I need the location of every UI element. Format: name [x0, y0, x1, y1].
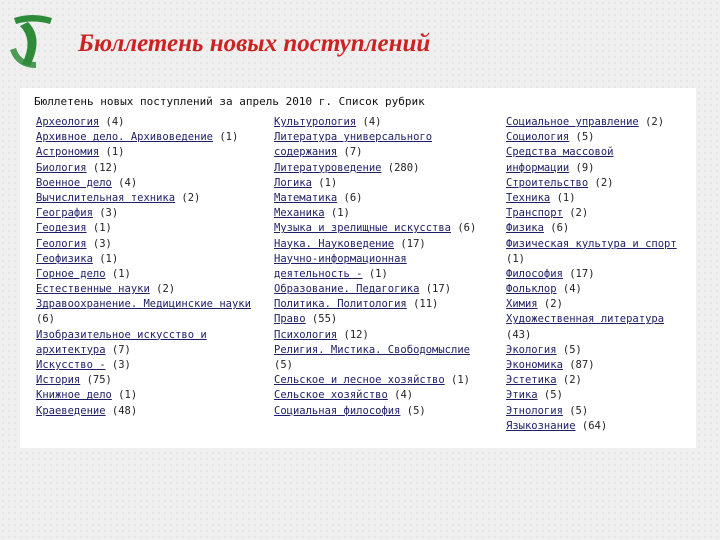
rubric-item[interactable]: [36, 176, 276, 191]
rubric-item[interactable]: [506, 221, 696, 236]
rubric-item[interactable]: [274, 237, 504, 252]
rubric-item[interactable]: [36, 312, 276, 327]
rubric-item[interactable]: [506, 237, 696, 252]
rubric-link[interactable]: Горное дело: [36, 267, 106, 280]
rubric-link[interactable]: Краеведение: [36, 404, 106, 417]
rubric-link[interactable]: Социология: [506, 131, 570, 144]
rubric-count: (17): [562, 267, 595, 280]
rubric-link[interactable]: Наука. Науковедение: [274, 237, 395, 250]
rubric-item[interactable]: [506, 145, 696, 160]
rubric-count: (5): [569, 131, 595, 144]
rubric-link[interactable]: История: [36, 374, 81, 387]
rubric-item[interactable]: [274, 130, 504, 145]
rubric-link[interactable]: Строительство: [506, 176, 589, 189]
rubric-count: (1): [444, 374, 470, 387]
rubric-link[interactable]: Археология: [36, 116, 100, 128]
rubric-link[interactable]: Химия: [506, 298, 538, 311]
rubric-item[interactable]: [36, 130, 276, 145]
rubric-count: (2): [562, 207, 589, 220]
rubric-link[interactable]: Этика: [506, 389, 538, 402]
rubric-item[interactable]: [36, 343, 276, 358]
rubric-count: (6): [36, 313, 55, 326]
rubric-count: (17): [394, 237, 426, 250]
rubric-count: (1): [324, 207, 350, 220]
rubric-link[interactable]: Этнология: [506, 404, 563, 417]
rubric-count: (1): [506, 252, 525, 265]
rubric-link[interactable]: Физика: [506, 222, 544, 235]
rubric-item[interactable]: [506, 328, 696, 343]
rubric-count: (1): [362, 267, 388, 280]
rubric-link[interactable]: содержания: [274, 146, 338, 159]
rubric-item[interactable]: [274, 221, 504, 236]
rubric-link[interactable]: Фольклор: [506, 283, 557, 296]
rubric-item[interactable]: [36, 358, 276, 373]
rubric-link[interactable]: Сельское хозяйство: [274, 389, 388, 402]
rubric-link[interactable]: Транспорт: [506, 207, 563, 220]
rubric-item[interactable]: [506, 252, 696, 267]
rubric-link[interactable]: Логика: [274, 176, 312, 189]
rubric-link[interactable]: Философия: [506, 267, 563, 280]
rubric-link[interactable]: Литература универсального: [274, 131, 433, 144]
rubric-item[interactable]: [36, 252, 276, 267]
rubric-link[interactable]: Право: [274, 313, 306, 326]
rubric-link[interactable]: Социальное управление: [506, 116, 639, 128]
rubric-link[interactable]: архитектура: [36, 343, 106, 356]
rubric-count: (4): [387, 389, 414, 402]
rubric-item[interactable]: [506, 130, 696, 145]
rubric-item[interactable]: [36, 145, 276, 160]
rubric-item[interactable]: [506, 388, 696, 403]
rubric-link[interactable]: Механика: [274, 207, 325, 220]
rubric-link[interactable]: Научно-информационная: [274, 252, 407, 265]
rubric-item[interactable]: [506, 373, 696, 388]
rubric-link[interactable]: Языкознание: [506, 419, 576, 432]
rubric-count: (4): [556, 283, 582, 296]
rubric-link[interactable]: деятельность -: [274, 267, 363, 280]
rubric-item[interactable]: [274, 252, 504, 267]
rubric-link[interactable]: Геофизика: [36, 252, 93, 265]
rubric-count: (55): [305, 313, 338, 326]
rubric-column-1: [36, 115, 276, 419]
rubric-count: (6): [337, 191, 363, 204]
rubric-link[interactable]: Здравоохранение. Медицинские науки: [36, 298, 251, 311]
rubric-count: (2): [588, 176, 614, 189]
rubric-count: (5): [537, 389, 563, 402]
rubric-count: (4): [111, 176, 138, 189]
rubric-item[interactable]: [506, 206, 696, 221]
rubric-link[interactable]: Архивное дело. Архивоведение: [36, 131, 214, 144]
rubric-item[interactable]: [36, 297, 276, 312]
rubric-count: (280): [381, 161, 420, 174]
rubric-item[interactable]: [274, 404, 504, 419]
rubric-count: (1): [111, 389, 138, 402]
rubric-count: (4): [99, 116, 125, 128]
rubric-link[interactable]: Геодезия: [36, 222, 87, 235]
rubric-link[interactable]: Экология: [506, 343, 557, 356]
page-title: Бюллетень новых поступлений: [78, 30, 431, 57]
rubric-item[interactable]: [506, 191, 696, 206]
rubric-count: (9): [569, 161, 595, 174]
rubric-item[interactable]: [506, 419, 696, 434]
rubric-link[interactable]: Физическая культура и спорт: [506, 237, 677, 250]
rubric-count: (1): [86, 222, 112, 235]
rubric-item[interactable]: [274, 206, 504, 221]
rubric-link[interactable]: Литературоведение: [274, 161, 382, 174]
rubric-link[interactable]: Средства массовой: [506, 146, 614, 159]
rubric-link[interactable]: Биология: [36, 161, 87, 174]
rubric-count: (12): [337, 328, 369, 341]
rubric-count: (87): [562, 359, 595, 371]
rubric-count: (7): [105, 343, 131, 356]
rubric-link[interactable]: Образование. Педагогика: [274, 283, 420, 296]
rubric-item[interactable]: [36, 115, 276, 130]
rubric-count: (5): [562, 404, 589, 417]
rubric-link[interactable]: Книжное дело: [36, 389, 112, 402]
rubric-column-3: [506, 115, 696, 434]
rubric-link[interactable]: Социальная философия: [274, 404, 401, 417]
rubric-link[interactable]: Музыка и зрелищные искусства: [274, 222, 452, 235]
list-heading: Бюллетень новых поступлений за апрель 2010 г. Список рубрик: [34, 95, 425, 108]
rubric-count: (7): [337, 146, 363, 159]
rubric-item[interactable]: [506, 297, 696, 312]
rubric-count: (2): [537, 298, 563, 311]
rubric-count: (3): [105, 359, 131, 371]
rubric-count: (1): [550, 191, 576, 204]
rubric-link[interactable]: Художественная литература: [506, 313, 665, 326]
rubric-count: (64): [575, 419, 608, 432]
rubric-item[interactable]: [36, 388, 276, 403]
rubric-item[interactable]: [274, 191, 504, 206]
rubric-item[interactable]: [36, 237, 276, 252]
rubric-count: (6): [451, 222, 477, 235]
rubric-item[interactable]: [506, 343, 696, 358]
rubric-link[interactable]: Культурология: [274, 116, 357, 128]
rubric-link[interactable]: Техника: [506, 191, 551, 204]
rubric-link[interactable]: Геология: [36, 237, 87, 250]
rubric-count: (2): [175, 191, 201, 204]
rubric-count: (2): [149, 283, 176, 296]
rubric-item[interactable]: [36, 373, 276, 388]
rubric-count: (4): [356, 116, 382, 128]
rubric-count: (2): [638, 116, 665, 128]
rubric-item[interactable]: [274, 297, 504, 312]
rubric-item[interactable]: [506, 404, 696, 419]
rubric-count: (1): [92, 252, 119, 265]
rubric-count: (3): [86, 237, 112, 250]
rubric-count: (12): [86, 161, 119, 174]
rubric-item[interactable]: [506, 176, 696, 191]
rubric-item[interactable]: [506, 282, 696, 297]
rubric-item[interactable]: [274, 145, 504, 160]
rubric-count: (6): [543, 222, 570, 235]
rubric-item[interactable]: [36, 267, 276, 282]
rubric-count: (1): [311, 176, 338, 189]
rubric-item[interactable]: [274, 161, 504, 176]
rubric-link[interactable]: Искусство -: [36, 359, 106, 371]
rubric-link[interactable]: Математика: [274, 191, 338, 204]
rubric-item[interactable]: [506, 358, 696, 373]
rubric-link[interactable]: Психология: [274, 328, 338, 341]
rubric-item[interactable]: [274, 312, 504, 327]
rubric-item[interactable]: [274, 343, 504, 358]
rubric-item[interactable]: [506, 267, 696, 282]
rubric-count: (5): [556, 343, 582, 356]
rubric-item[interactable]: [274, 176, 504, 191]
rubric-item[interactable]: [274, 358, 504, 373]
rubric-item[interactable]: [36, 221, 276, 236]
rubric-link[interactable]: Естественные науки: [36, 283, 150, 296]
rubric-item[interactable]: [274, 328, 504, 343]
rubric-count: (17): [419, 283, 452, 296]
rubric-count: (11): [406, 298, 439, 311]
rubric-item[interactable]: [274, 388, 504, 403]
rubric-link[interactable]: Экономика: [506, 359, 563, 371]
rubric-count: (1): [213, 131, 239, 144]
rubric-item[interactable]: [506, 312, 696, 327]
rubric-count: (1): [99, 146, 125, 159]
rubric-item[interactable]: [506, 161, 696, 176]
rubric-link[interactable]: Изобразительное искусство и: [36, 328, 207, 341]
rubric-item[interactable]: [274, 373, 504, 388]
rubric-item[interactable]: [36, 191, 276, 206]
rubric-link[interactable]: Эстетика: [506, 374, 557, 387]
rubric-count: (5): [400, 404, 426, 417]
rubric-count: (5): [274, 359, 293, 371]
rubric-link[interactable]: Религия. Мистика. Свободомыслие: [274, 343, 470, 356]
rubric-column-2: [274, 115, 504, 419]
rubric-count: (3): [92, 207, 119, 220]
rubric-count: (2): [556, 374, 582, 387]
rubric-link[interactable]: Военное дело: [36, 176, 112, 189]
rubric-link[interactable]: Вычислительная техника: [36, 191, 176, 204]
rubric-item[interactable]: [274, 267, 504, 282]
rubric-item[interactable]: [36, 328, 276, 343]
rubric-item[interactable]: [36, 404, 276, 419]
rubric-link[interactable]: Астрономия: [36, 146, 100, 159]
rubric-link[interactable]: информации: [506, 161, 570, 174]
rubric-link[interactable]: Политика. Политология: [274, 298, 407, 311]
rubric-count: (48): [105, 404, 138, 417]
rubric-count: (1): [105, 267, 131, 280]
rubric-item[interactable]: [274, 115, 504, 130]
rubric-item[interactable]: [36, 161, 276, 176]
rubric-link[interactable]: География: [36, 207, 93, 220]
rubric-item[interactable]: [274, 282, 504, 297]
library-logo-icon: [6, 10, 58, 72]
rubric-list-panel: [20, 88, 696, 448]
rubric-count: (43): [506, 328, 532, 341]
rubric-item[interactable]: [36, 282, 276, 297]
rubric-item[interactable]: [506, 115, 696, 130]
rubric-link[interactable]: Сельское и лесное хозяйство: [274, 374, 445, 387]
rubric-count: (75): [80, 374, 112, 387]
rubric-item[interactable]: [36, 206, 276, 221]
